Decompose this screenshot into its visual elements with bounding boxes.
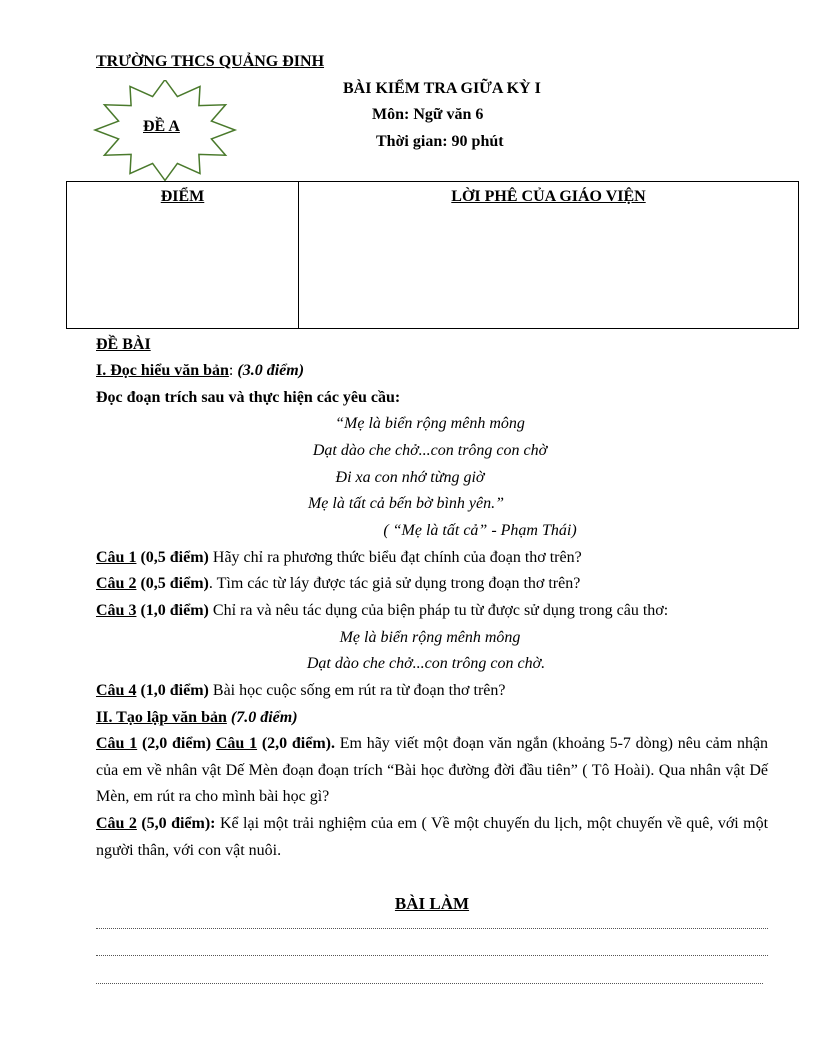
question-4 <box>96 681 768 701</box>
question-text: Hãy chỉ ra phương thức biểu đạt chính của đoạn thơ trên? <box>212 549 582 566</box>
poem-line-4: Mẹ là tất cả bến bờ bình yên.” <box>307 495 505 512</box>
comment-label: LỜI PHÊ CỦA GIÁO VIỆN <box>451 188 646 205</box>
question-text: Bài học cuộc sống em rút ra từ đoạn thơ trên? <box>212 682 506 699</box>
exam-subject: Môn: Ngữ văn 6 <box>372 106 484 123</box>
school-name: TRƯỜNG THCS QUẢNG ĐINH <box>96 53 325 70</box>
exam-title: BÀI KIỂM TRA GIỮA KỲ I <box>343 80 541 97</box>
section-title: ĐỀ BÀI <box>96 336 151 353</box>
question-points: (1,0 điểm) <box>140 682 209 699</box>
part1-heading: I. Đọc hiểu văn bản: (3.0 điểm) <box>96 362 305 379</box>
question-points: (1,0 điểm) <box>140 602 209 619</box>
question-points: (0,5 điểm) <box>140 575 209 592</box>
question-label: Câu 2 <box>96 815 137 832</box>
question-text: Em hãy viết một đoạn văn ngắn (khoảng 5-7 dòng) nêu cảm nhận của em về nhân vật Dế Mèn đoạn đoạn trích “Bài học đường đời đầu tiên” ( Tô Hoài). Qua nhân vật Dế Mèn, em rút ra cho mình bài học gì? <box>96 735 769 805</box>
part1-instruction: Đọc đoạn trích sau và thực hiện các yêu cầu: <box>96 389 401 406</box>
exam-variant: ĐỀ A <box>143 118 180 135</box>
grade-table <box>66 181 799 329</box>
question-text: Chỉ ra và nêu tác dụng của biện pháp tu từ được sử dụng trong câu thơ: <box>212 602 669 619</box>
question-points: (0,5 điểm) <box>140 549 209 566</box>
question-text: . Tìm các từ láy được tác giả sử dụng trong đoạn thơ trên? <box>208 575 581 592</box>
question-2 <box>96 574 768 594</box>
answer-title: BÀI LÀM <box>394 894 470 913</box>
comment-cell[interactable] <box>299 182 799 329</box>
question-label: Câu 4 <box>96 682 137 699</box>
answer-line-3[interactable] <box>96 983 763 984</box>
part2-title: II. Tạo lập văn bản <box>96 709 227 726</box>
part2-question-1 <box>96 731 768 811</box>
answer-line-1[interactable] <box>96 928 768 929</box>
question-label: Câu 1 <box>96 735 138 752</box>
answer-line-2[interactable] <box>96 955 768 956</box>
question-points: (5,0 điểm): <box>141 815 216 832</box>
quote-line-1: Mẹ là biển rộng mênh mông <box>339 629 521 646</box>
quote-line-2: Dạt dào che chở...con trông con chờ. <box>306 655 546 672</box>
question-text: Kể lại một trải nghiệm của em ( Về một chuyến du lịch, một chuyến về quê, với một người thân, với con vật nuôi. <box>96 815 769 859</box>
poem-line-3: Đi xa con nhớ từng giờ <box>335 469 485 486</box>
question-points-repeat: (2,0 điểm). <box>261 735 335 752</box>
question-1 <box>96 548 768 568</box>
part1-title: I. Đọc hiểu văn bản <box>96 362 229 379</box>
exam-time: Thời gian: 90 phút <box>376 133 504 150</box>
question-3 <box>96 601 768 621</box>
part1-points: (3.0 điểm) <box>237 362 305 379</box>
question-label: Câu 3 <box>96 602 137 619</box>
question-label: Câu 2 <box>96 575 137 592</box>
part2-heading <box>96 708 768 728</box>
part2-question-2 <box>96 811 768 864</box>
question-label-repeat: Câu 1 <box>215 735 258 752</box>
score-cell[interactable] <box>67 182 299 329</box>
question-label: Câu 1 <box>96 549 137 566</box>
poem-line-1: “Mẹ là biển rộng mênh mông <box>335 415 525 432</box>
question-points: (2,0 điểm) <box>141 735 212 752</box>
score-label: ĐIỂM <box>160 188 205 205</box>
poem-line-2: Dạt dào che chở...con trông con chờ <box>312 442 548 459</box>
poem-source: ( “Mẹ là tất cả” - Phạm Thái) <box>383 522 577 539</box>
part2-points: (7.0 điểm) <box>230 709 298 726</box>
